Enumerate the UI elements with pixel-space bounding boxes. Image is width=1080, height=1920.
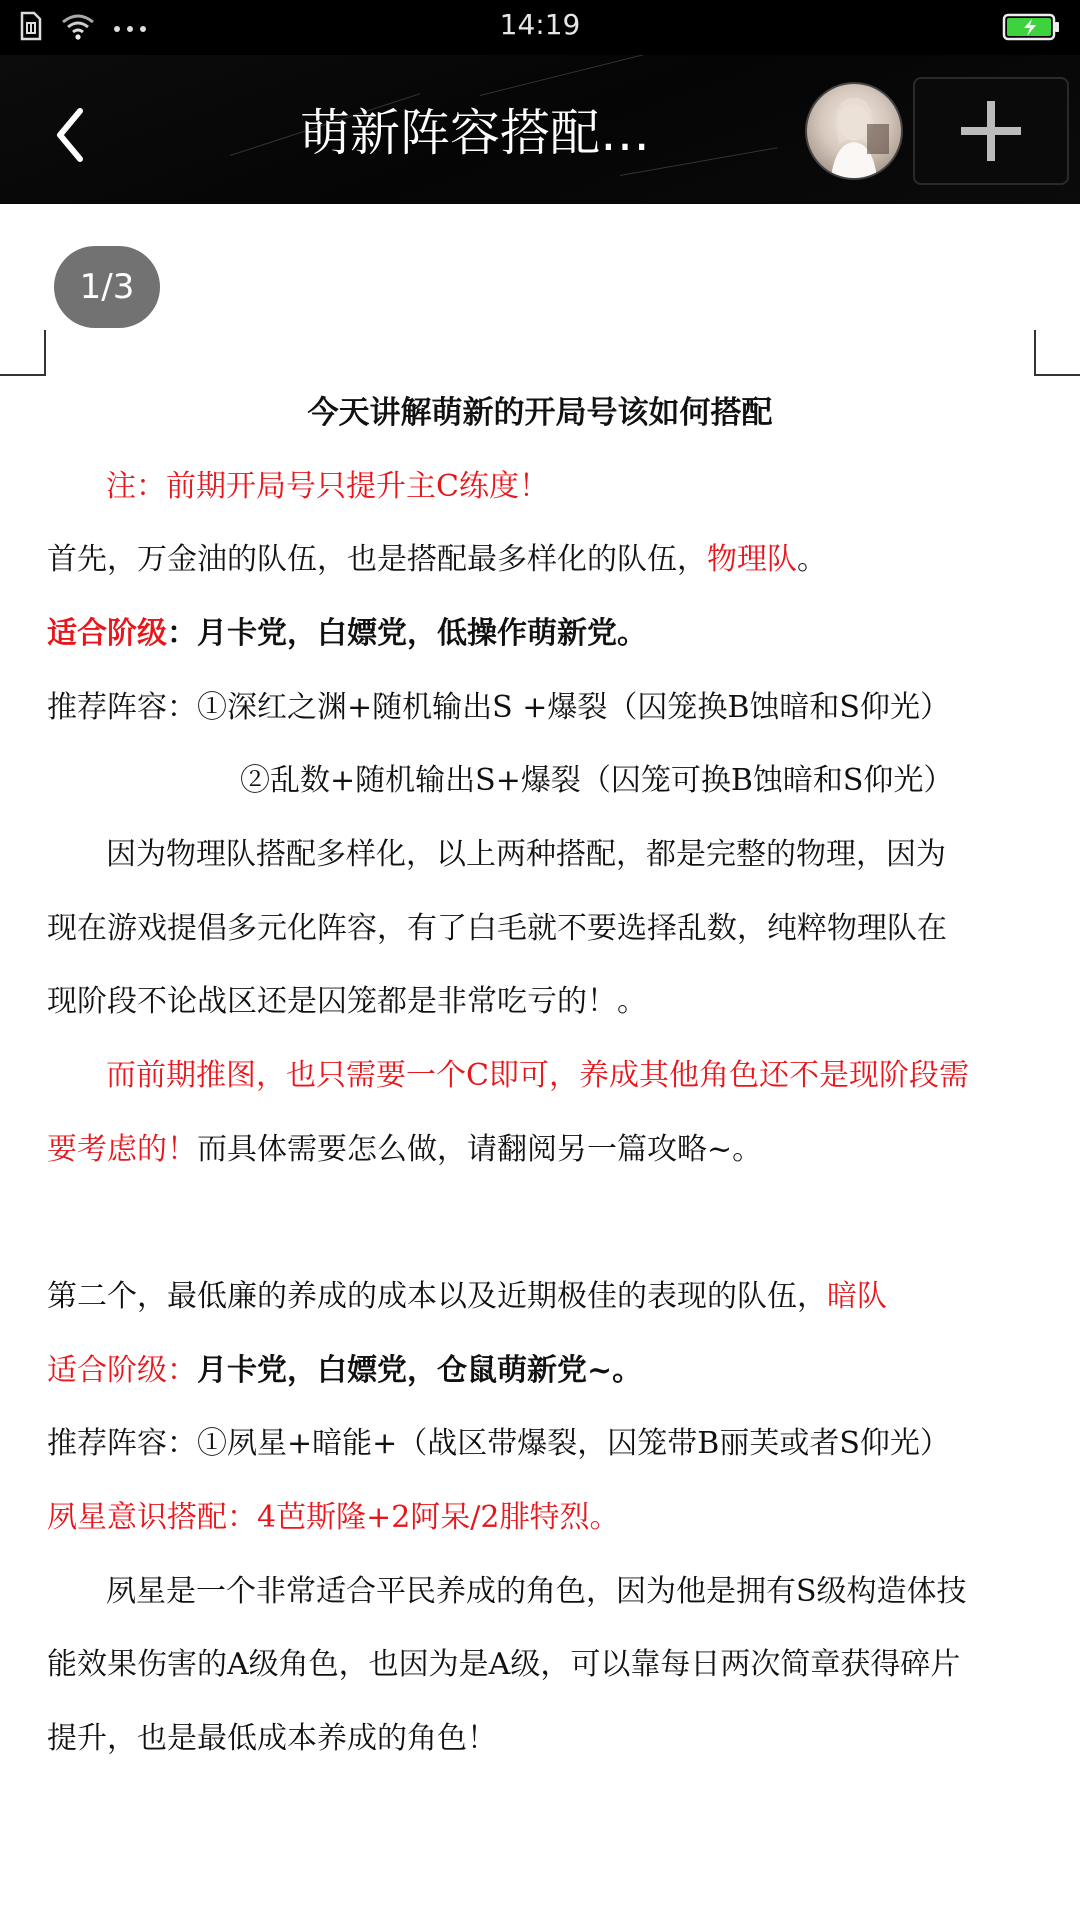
clock: 14:19 — [499, 8, 581, 41]
stage-line-2 — [47, 1351, 1047, 1391]
crop-mark-right — [1034, 330, 1080, 376]
back-button[interactable] — [40, 95, 100, 175]
physical-team-highlight: 物理队 — [707, 542, 797, 577]
crop-mark-left — [0, 330, 46, 376]
paragraph-5-line-1: 夙星是一个非常适合平民养成的角色，因为他是拥有S级构造体技 — [106, 1574, 967, 1609]
paragraph-4 — [47, 1277, 1047, 1317]
header-streak — [480, 55, 733, 96]
battery-charging-icon — [1002, 12, 1062, 46]
note-line: 注：前期开局号只提升主C练度！ — [106, 469, 549, 504]
paragraph-3-line-2 — [47, 1130, 1047, 1170]
page-indicator: 1/3 — [54, 246, 160, 328]
paragraph-3-line-1: 而前期推图，也只需要一个C即可，养成其他角色还不是现阶段需 — [106, 1058, 969, 1093]
chevron-left-icon — [50, 105, 90, 165]
plus-icon — [956, 96, 1026, 166]
recommend-line-1: 推荐阵容：①深红之渊+随机输出S +爆裂（囚笼换B蚀暗和S仰光） — [47, 690, 950, 725]
paragraph-1-text: 首先，万金油的队伍，也是搭配最多样化的队伍， — [47, 542, 707, 577]
stage-text-1: ：月卡党，白嫖党，低操作萌新党。 — [167, 616, 647, 651]
paragraph-1 — [47, 540, 1047, 580]
stage-line-1 — [47, 614, 1047, 654]
recommend-line-3: 推荐阵容：①夙星+暗能+（战区带爆裂，囚笼带B丽芙或者S仰光） — [47, 1426, 950, 1461]
paragraph-1-end: 。 — [797, 542, 827, 577]
status-bar — [0, 0, 1080, 55]
stage-label-1: 适合阶级 — [47, 616, 167, 651]
avatar[interactable] — [805, 82, 903, 180]
paragraph-3-red: 要考虑的！ — [47, 1132, 197, 1167]
paragraph-4-text: 第二个，最低廉的养成的成本以及近期极佳的表现的队伍， — [47, 1279, 827, 1314]
stage-text-2: 月卡党，白嫖党，仓鼠萌新党~。 — [197, 1353, 643, 1388]
paragraph-5-line-3: 提升，也是最低成本养成的角色！ — [47, 1721, 497, 1756]
paragraph-2-line-1: 因为物理队搭配多样化，以上两种搭配，都是完整的物理，因为 — [106, 837, 946, 872]
chip-setup-line: 夙星意识搭配：4芭斯隆+2阿呆/2腓特烈。 — [47, 1500, 620, 1535]
dark-team-highlight: 暗队 — [827, 1279, 887, 1314]
header-bar — [0, 55, 1080, 204]
page-title: 萌新阵容搭配… — [300, 104, 650, 162]
paragraph-2-line-3: 现阶段不论战区还是囚笼都是非常吃亏的！。 — [47, 984, 647, 1019]
article-title: 今天讲解萌新的开局号该如何搭配 — [307, 395, 773, 431]
paragraph-3-rest: 而具体需要怎么做，请翻阅另一篇攻略~。 — [197, 1132, 763, 1167]
recommend-line-2: ②乱数+随机输出S+爆裂（囚笼可换B蚀暗和S仰光） — [240, 763, 954, 798]
stage-label-2: 适合阶级： — [47, 1353, 197, 1388]
paragraph-5-line-2: 能效果伤害的A级角色，也因为是A级，可以靠每日两次简章获得碎片 — [47, 1647, 961, 1682]
add-button[interactable] — [913, 77, 1069, 185]
paragraph-2-line-2: 现在游戏提倡多元化阵容，有了白毛就不要选择乱数，纯粹物理队在 — [47, 911, 947, 946]
